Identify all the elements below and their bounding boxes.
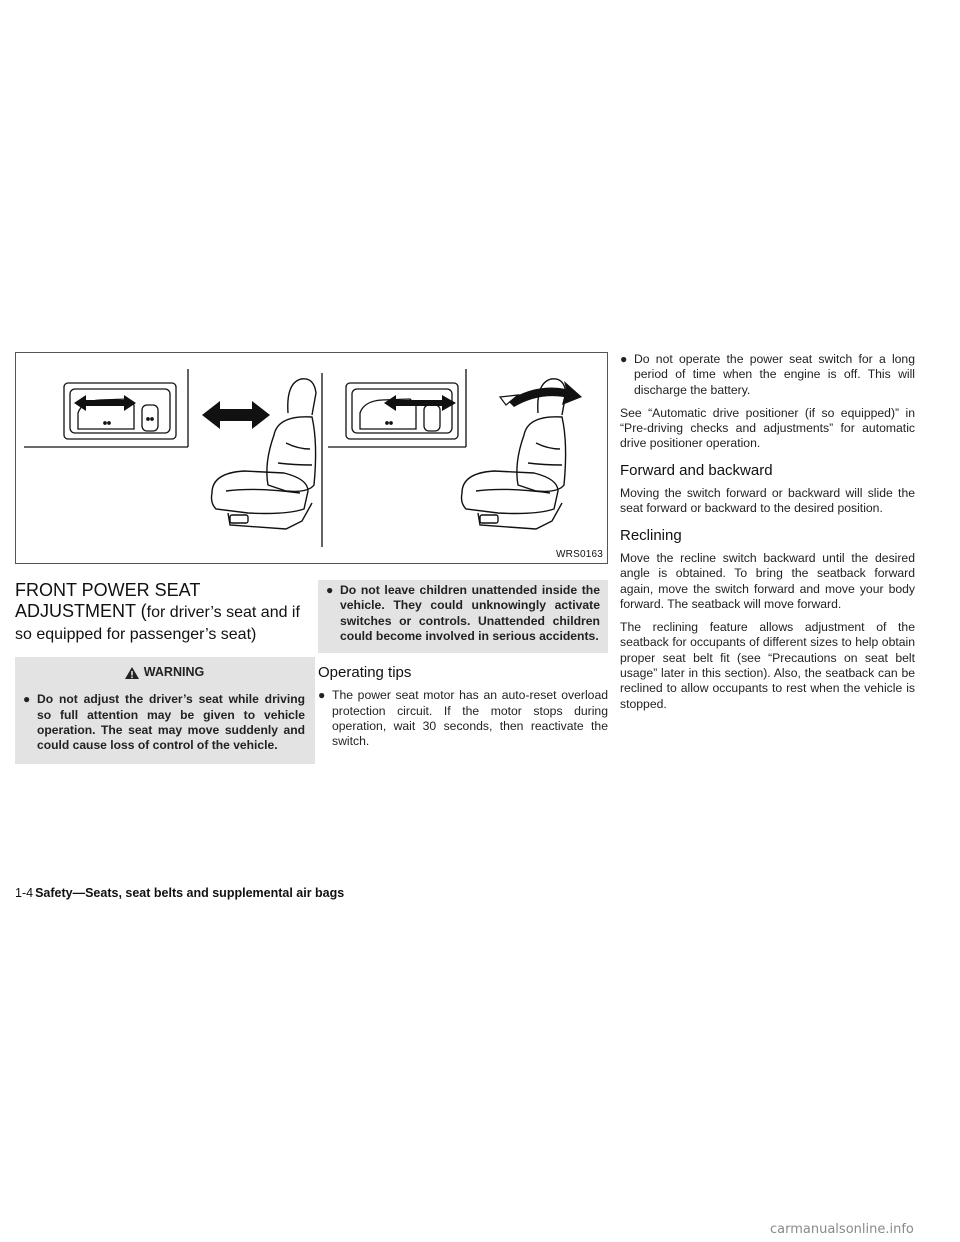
figure-code: WRS0163 [556,549,603,560]
warning-box [15,657,315,764]
seat-left [212,379,317,529]
page-number: 1-4 [15,886,34,900]
bullet: ● [326,583,334,597]
warning-title-text: WARNING [143,665,205,679]
heading-line-2-sub: for driver’s seat and if [146,604,300,621]
operating-tips-heading: Operating tips [318,664,412,682]
recline-arrow-large [508,381,582,407]
heading-line-1: FRONT POWER SEAT [15,580,201,600]
warning-title [23,665,305,680]
heading-line-3: so equipped for passenger’s seat) [15,626,257,643]
see-reference-text: See “Automatic drive positioner (if so equipped)” in “Pre-driving checks and adjustments” for automatic drive positioner operation. [620,405,915,451]
watermark: carmanualsonline.info [770,1222,914,1237]
slide-arrow-large [202,401,270,429]
heading-line-2: ADJUSTMENT ( [15,601,147,621]
recline-arrow-small [384,395,456,411]
bullet: ● [318,688,326,703]
slide-arrow-small [74,395,136,411]
warning-item [326,583,600,644]
seat-diagram-svg [16,353,609,565]
tip-item-text: Do not operate the power seat switch for a long period of time when the engine is off. This will discharge the battery. [634,352,915,397]
section-heading [15,580,315,645]
warning-item [23,692,305,753]
reclining-text-1: Move the recline switch backward until the desired angle is obtained. To bring the seatback forward again, move the switch forward and move your body forward. The seatback will move forward. [620,550,915,611]
slide-switch-panel [24,369,188,447]
tip-item [620,352,915,398]
tip-item-text: The power seat motor has an auto-reset overload protection circuit. If the motor stops during operation, wait 30 seconds, then reactivate the switch. [332,688,608,749]
column-middle [318,580,608,758]
warning-box-continued [318,580,608,653]
bullet: ● [620,352,628,366]
column-left [15,580,315,764]
page-footer [15,886,344,900]
reclining-text-2: The reclining feature allows adjustment of the seatback for occupants of different sizes to help obtain proper seat belt fit (see “Precautions on seat belt usage” later in this section). Also, the seatback can be reclined to allow occupants to rest when the vehicle is stopped. [620,620,915,711]
tip-item [318,688,608,749]
section-title: Safety—Seats, seat belts and supplemental air bags [35,886,345,900]
warning-triangle-icon [124,666,140,680]
forward-backward-text: Moving the switch forward or backward will slide the seat forward or backward to the desired position. [620,486,915,516]
reclining-heading: Reclining [620,526,682,544]
warning-item-text: Do not leave children unattended inside the vehicle. They could unknowingly activate switches or controls. Unattended children could become involved in serious accidents. [340,583,600,643]
column-right [620,352,915,720]
forward-backward-heading: Forward and backward [620,461,773,479]
bullet: ● [23,692,31,707]
seat-adjustment-illustration [15,352,608,564]
warning-item-text: Do not adjust the driver’s seat while driving so full attention may be given to vehicle operation. The seat may move suddenly and could cause loss of control of the vehicle. [37,692,305,753]
